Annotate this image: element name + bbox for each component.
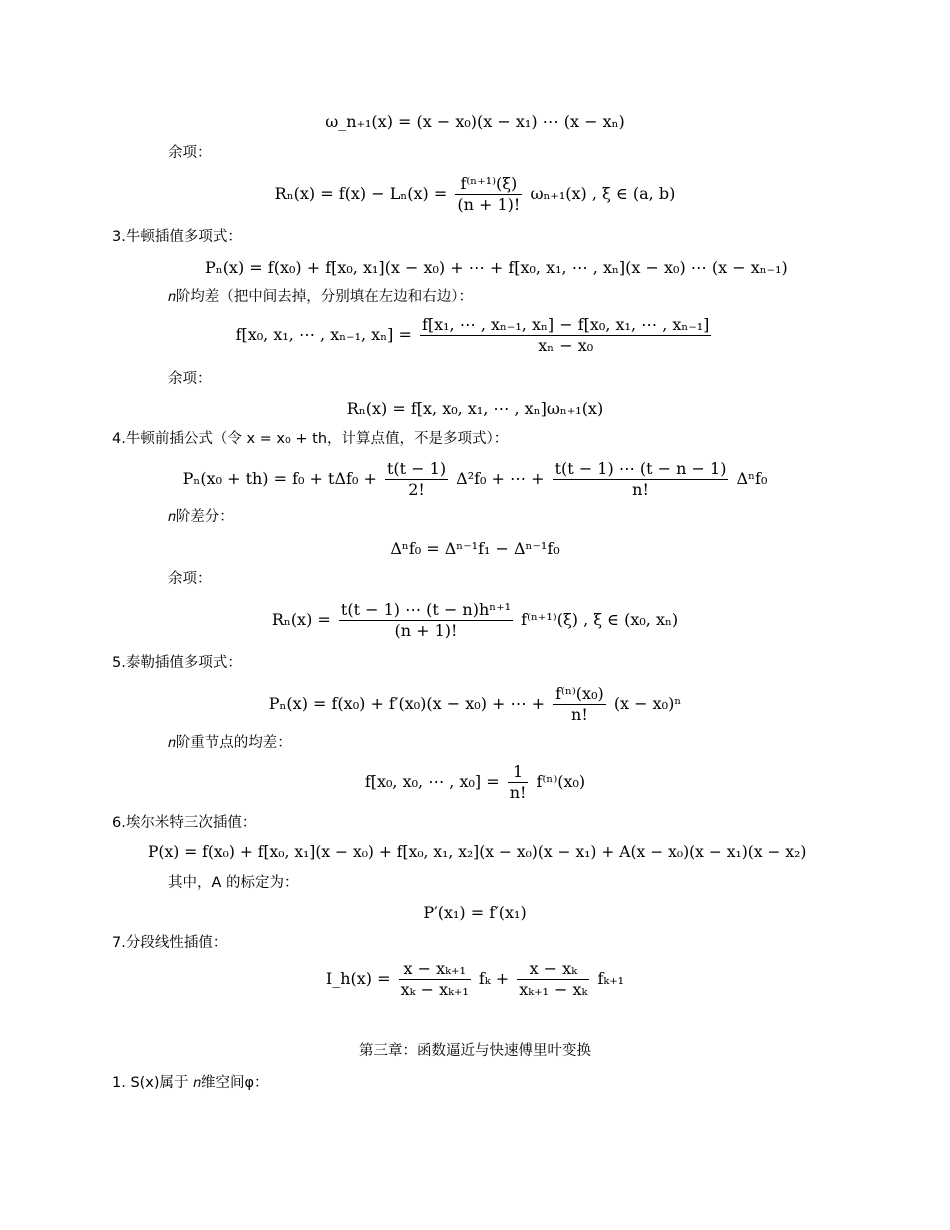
remainder-label: 余项： xyxy=(168,371,212,387)
a-condition-formula: P′(x₁) = f′(x₁) xyxy=(423,903,527,922)
section-title-forward: 4.牛顿前插公式（令 x = x₀ + th，计算点值，不是多项式）： xyxy=(112,431,509,447)
formula-part: fₖ + xyxy=(478,969,510,988)
omega-formula: ω_n₊₁(x) = (x − x₀)(x − x₁) ⋯ (x − xₙ) xyxy=(325,112,625,131)
fraction-numerator: x − xₖ₊₁ xyxy=(403,959,466,978)
formula-part: fₖ₊₁ xyxy=(597,969,625,988)
fraction xyxy=(339,602,513,639)
formula-part: f⁽ⁿ⁺¹⁾(ξ) , ξ ∈ (x₀, xₙ) xyxy=(521,610,679,629)
fraction-denominator: (n + 1)! xyxy=(339,620,513,639)
piecewise-linear-formula xyxy=(0,961,950,998)
fraction-denominator: xₖ − xₖ₊₁ xyxy=(400,980,469,999)
fraction-numerator: t(t − 1) ⋯ (t − n)hⁿ⁺¹ xyxy=(340,600,512,619)
fraction xyxy=(420,317,711,354)
fraction-denominator: n! xyxy=(553,704,606,723)
fraction xyxy=(553,686,606,723)
formula-part: Rₙ(x) = xyxy=(271,610,331,629)
hermite-formula: P(x) = f(x₀) + f[x₀, x₁](x − x₀) + f[x₀, x₁, x₂](x − x₀)(x − x₁) + A(x − x₀)(x − x₁)(x − x₂) xyxy=(148,843,807,861)
formula-part: f[x₀, x₁, ⋯ , xₙ₋₁, xₙ] = xyxy=(235,325,412,344)
fraction-numerator: t(t − 1) xyxy=(386,459,447,478)
chapter-title: 第三章：函数逼近与快速傅里叶变换 xyxy=(359,1043,591,1059)
fraction xyxy=(508,764,529,801)
formula-part: Pₙ(x₀ + th) = f₀ + tΔf₀ + xyxy=(182,469,377,488)
fraction-denominator: (n + 1)! xyxy=(457,195,521,214)
fraction-numerator: x − xₖ xyxy=(529,959,578,978)
fraction-numerator: f[x₁, ⋯ , xₙ₋₁, xₙ] − f[x₀, x₁, ⋯ , xₙ₋₁] xyxy=(421,315,710,334)
fraction xyxy=(399,961,471,998)
section-title-taylor: 5.泰勒插值多项式： xyxy=(112,655,242,671)
formula-part: f[x₀, x₀, ⋯ , x₀] = xyxy=(364,772,500,791)
fraction xyxy=(517,961,589,998)
repeated-node-label: 𝑛阶重节点的均差： xyxy=(168,735,292,751)
forward-remainder-formula xyxy=(0,602,950,639)
a-condition-label: 其中，A 的标定为： xyxy=(168,875,299,891)
fraction-denominator: n! xyxy=(509,783,527,802)
formula-part: Pₙ(x) = f(x₀) + f′(x₀)(x − x₀) + ⋯ + xyxy=(268,694,545,713)
fraction-denominator: xₙ − x₀ xyxy=(420,335,711,354)
forward-interpolation-formula xyxy=(0,461,950,498)
taylor-polynomial-formula xyxy=(0,686,950,723)
formula-part: Δⁿf₀ xyxy=(736,469,768,488)
newton-remainder-formula: Rₙ(x) = f[x, x₀, x₁, ⋯ , xₙ]ωₙ₊₁(x) xyxy=(346,399,604,418)
section-title-piecewise: 7.分段线性插值： xyxy=(112,935,228,951)
fraction-denominator: 2! xyxy=(385,479,448,498)
section-title-space: 1. S(x)属于 𝑛维空间φ： xyxy=(112,1075,269,1091)
formula-part: ωₙ₊₁(x) , ξ ∈ (a, b) xyxy=(530,184,676,203)
formula-part: (x − x₀)ⁿ xyxy=(613,694,682,713)
fraction xyxy=(385,461,448,498)
fraction-denominator: n! xyxy=(553,479,729,498)
newton-polynomial-formula: Pₙ(x) = f(x₀) + f[x₀, x₁](x − x₀) + ⋯ + f[x₀, x₁, ⋯ , xₙ](x − x₀) ⋯ (x − xₙ₋₁) xyxy=(205,258,788,277)
fraction-numerator: t(t − 1) ⋯ (t − n − 1) xyxy=(554,459,727,478)
section-title-newton: 3.牛顿插值多项式： xyxy=(112,229,242,245)
lagrange-remainder-formula xyxy=(0,176,950,213)
formula-part: Δ²f₀ + ⋯ + xyxy=(456,469,545,488)
formula-part: f⁽ⁿ⁾(x₀) xyxy=(536,772,586,791)
remainder-label: 余项： xyxy=(168,571,212,587)
forward-difference-formula: Δⁿf₀ = Δⁿ⁻¹f₁ − Δⁿ⁻¹f₀ xyxy=(390,539,560,558)
fraction-numerator: f⁽ⁿ⁾(x₀) xyxy=(555,684,604,703)
forward-difference-label: 𝑛阶差分： xyxy=(168,509,234,525)
repeated-node-formula xyxy=(0,764,950,801)
remainder-label: 余项： xyxy=(168,145,212,161)
fraction-denominator: xₖ₊₁ − xₖ xyxy=(519,980,588,999)
divided-difference-label: 𝑛阶均差（把中间去掉，分别填在左边和右边）： xyxy=(168,289,474,305)
fraction xyxy=(553,461,729,498)
fraction xyxy=(455,176,522,213)
formula-part: Rₙ(x) = f(x) − Lₙ(x) = xyxy=(274,184,448,203)
fraction-numerator: 1 xyxy=(512,762,524,781)
fraction-numerator: f⁽ⁿ⁺¹⁾(ξ) xyxy=(460,174,518,193)
section-title-hermite: 6.埃尔米特三次插值： xyxy=(112,815,257,831)
formula-part: I_h(x) = xyxy=(325,969,391,988)
divided-difference-formula xyxy=(0,317,950,354)
